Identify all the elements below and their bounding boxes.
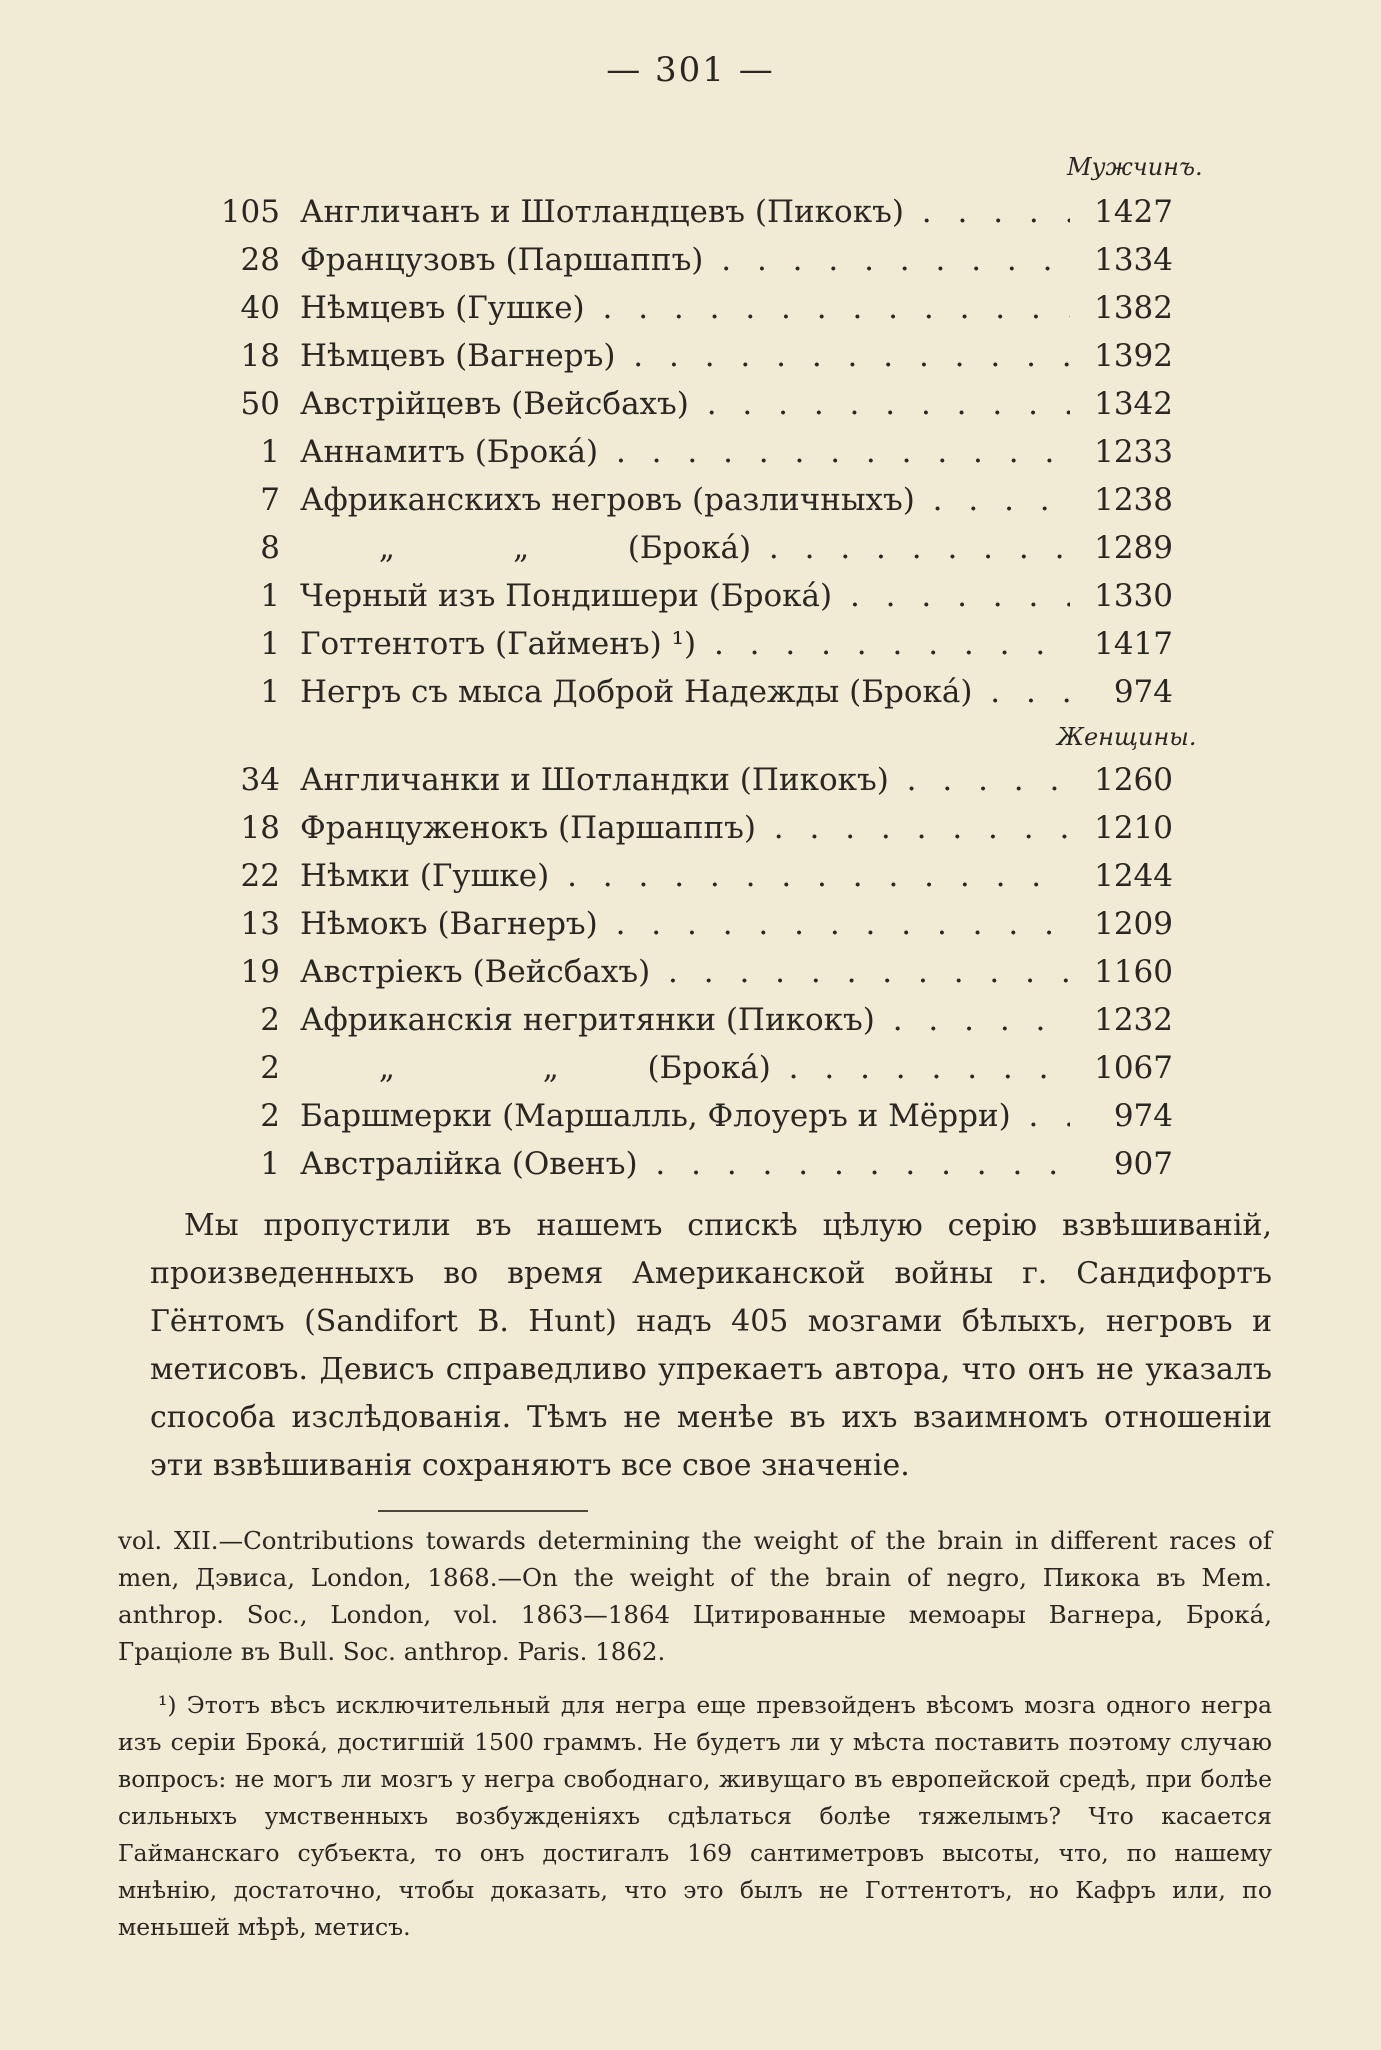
row-value: 1427: [1094, 194, 1173, 230]
table-row: [0, 1140, 1381, 1188]
row-label: Французовъ (Паршаппъ) . . .: [300, 236, 1070, 284]
row-label: „ „ (Брока́) . . .: [300, 524, 1070, 572]
footnote-1: ¹) Этотъ вѣсъ исключительный для негра еще превзойденъ вѣсомъ мозга одного негра изъ серіи Брока́, достигшій 1500 граммъ. Не будетъ ли у мѣста поставить поэтому случаю вопросъ: не могъ ли мозгъ у негра свободнаго, живущаго въ европейской средѣ, при болѣе сильныхъ умственныхъ возбужденіяхъ сдѣлаться болѣе тяжелымъ? Что касается Гайманскаго субъекта, то онъ достигалъ 169 сантиметровъ высоты, что, по нашему мнѣнію, достаточно, чтобы доказать, что это былъ не Готтентотъ, но Кафръ или, по меньшей мѣрѣ, метисъ.: [118, 1691, 1272, 1941]
row-count: 13: [240, 906, 280, 942]
table-row: [0, 804, 1381, 852]
row-count: 18: [240, 338, 280, 374]
row-value: 1209: [1094, 906, 1173, 942]
row-label: Нѣмцевъ (Вагнеръ) . . .: [300, 332, 1070, 380]
row-value: 1160: [1094, 954, 1173, 990]
table-row: [0, 572, 1381, 620]
row-value: 1289: [1094, 530, 1173, 566]
row-label: Аннамитъ (Брока́) . . .: [300, 428, 1070, 476]
page-number: — 301 —: [606, 50, 775, 90]
row-value: 907: [1113, 1146, 1173, 1182]
row-value: 1392: [1094, 338, 1173, 374]
row-count: 7: [260, 482, 280, 518]
table-row: [0, 476, 1381, 524]
row-label: Нѣмцевъ (Гушке) . . .: [300, 284, 1070, 332]
row-label: Баршмерки (Маршалль, Флоуеръ и Мёрри) . . .: [300, 1092, 1070, 1140]
row-value: 974: [1113, 1098, 1173, 1134]
row-value: 1334: [1094, 242, 1173, 278]
row-label: Африканскія негритянки (Пикокъ) . . .: [300, 996, 1070, 1044]
row-value: 1330: [1094, 578, 1173, 614]
row-label: Австрійцевъ (Вейсбахъ) . . .: [300, 380, 1070, 428]
row-label: Француженокъ (Паршаппъ) . . .: [300, 804, 1070, 852]
row-count: 2: [260, 1098, 280, 1134]
row-count: 28: [240, 242, 280, 278]
table-row: [0, 1092, 1381, 1140]
men-column-heading: Мужчинъ.: [1067, 153, 1203, 181]
table-row: [0, 1044, 1381, 1092]
row-label: Австріекъ (Вейсбахъ) . . .: [300, 948, 1070, 996]
table-row: [0, 284, 1381, 332]
table-row: [0, 900, 1381, 948]
main-paragraph: Мы пропустили въ нашемъ спискѣ цѣлую серію взвѣшиваній, произведенныхъ во время Американской войны г. Сандифортъ Гёнтомъ (Sandifort B. Hunt) надъ 405 мозгами бѣлыхъ, негровъ и метисовъ. Девисъ справедливо упрекаетъ автора, что онъ не указалъ способа изслѣдованія. Тѣмъ не менѣе въ ихъ взаимномъ отношеніи эти взвѣшиванія сохраняютъ все свое значеніе.: [150, 1208, 1272, 1483]
row-label: Готтентотъ (Гайменъ) ¹) . . .: [300, 620, 1070, 668]
row-count: 40: [240, 290, 280, 326]
row-value: 974: [1113, 674, 1173, 710]
row-value: 1244: [1094, 858, 1173, 894]
row-count: 2: [260, 1050, 280, 1086]
row-count: 8: [260, 530, 280, 566]
table-row: [0, 620, 1381, 668]
row-label: Австралійка (Овенъ) . . .: [300, 1140, 1070, 1188]
row-label: Нѣмокъ (Вагнеръ) . . .: [300, 900, 1070, 948]
row-label: „ „ (Брока́) . . .: [300, 1044, 1070, 1092]
row-count: 105: [220, 194, 280, 230]
table-row: [0, 668, 1381, 716]
row-label: Англичанъ и Шотландцевъ (Пикокъ) . . .: [300, 188, 1070, 236]
row-count: 1: [260, 578, 280, 614]
row-count: 2: [260, 1002, 280, 1038]
row-count: 50: [240, 386, 280, 422]
row-count: 18: [240, 810, 280, 846]
table-row: [0, 332, 1381, 380]
table-row: [0, 852, 1381, 900]
row-value: 1238: [1094, 482, 1173, 518]
row-value: 1260: [1094, 762, 1173, 798]
row-count: 34: [240, 762, 280, 798]
table-row: [0, 756, 1381, 804]
table-row: [0, 428, 1381, 476]
row-label: Англичанки и Шотландки (Пикокъ) . . .: [300, 756, 1070, 804]
row-label: Нѣмки (Гушке) . . .: [300, 852, 1070, 900]
row-label: Черный изъ Пондишери (Брока́) . . .: [300, 572, 1070, 620]
row-value: 1417: [1094, 626, 1173, 662]
row-value: 1233: [1094, 434, 1173, 470]
row-value: 1342: [1094, 386, 1173, 422]
row-count: 1: [260, 434, 280, 470]
women-column-heading: Женщины.: [1057, 723, 1197, 751]
row-value: 1210: [1094, 810, 1173, 846]
table-row: [0, 524, 1381, 572]
row-label: Африканскихъ негровъ (различныхъ) . . .: [300, 476, 1070, 524]
row-value: 1382: [1094, 290, 1173, 326]
table-row: [0, 996, 1381, 1044]
table-row: [0, 236, 1381, 284]
row-count: 1: [260, 626, 280, 662]
table-row: [0, 380, 1381, 428]
table-row: [0, 948, 1381, 996]
row-label: Негръ съ мыса Доброй Надежды (Брока́) . . .: [300, 668, 1070, 716]
row-value: 1067: [1094, 1050, 1173, 1086]
row-count: 1: [260, 1146, 280, 1182]
row-count: 1: [260, 674, 280, 710]
table-row: [0, 188, 1381, 236]
row-value: 1232: [1094, 1002, 1173, 1038]
footnote-references: vol. XII.—Contributions towards determining the weight of the brain in different races of men, Дэвиса, London, 1868.—On the weight of the brain of negro, Пикока въ Mem. anthrop. Soc., London, vol. 1863—1864 Цитированные мемоары Вагнера, Брока́, Граціоле въ Bull. Soc. anthrop. Paris. 1862.: [118, 1526, 1272, 1666]
row-count: 19: [240, 954, 280, 990]
footnote-divider: [378, 1510, 588, 1512]
row-count: 22: [240, 858, 280, 894]
